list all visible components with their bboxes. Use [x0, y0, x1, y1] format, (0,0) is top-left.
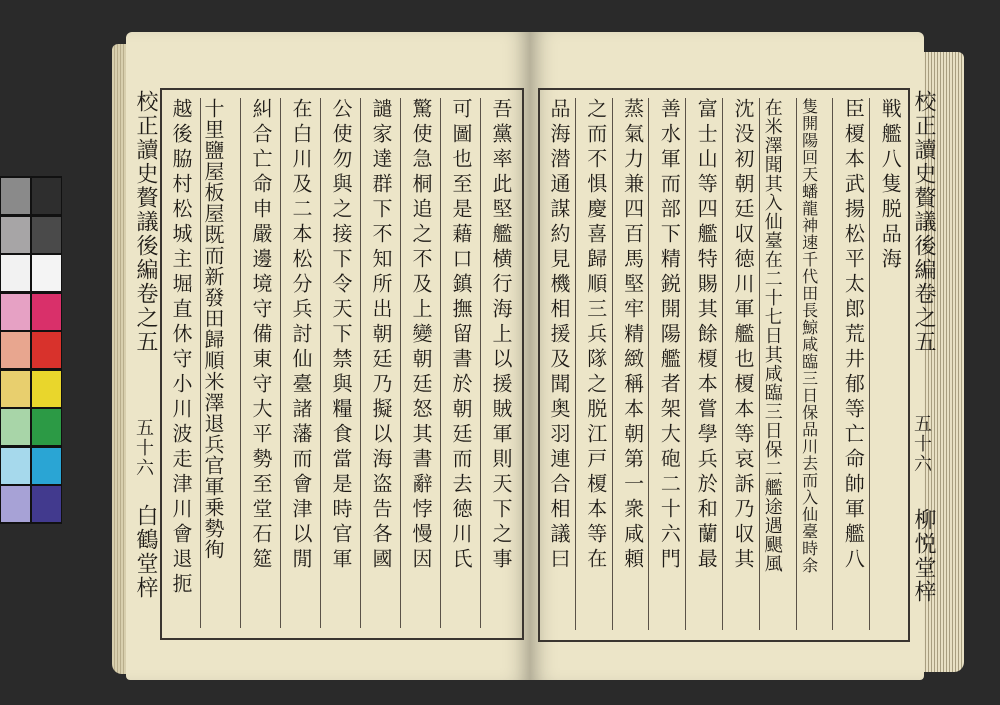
left_page-text-column: 十里鹽屋板屋既而新發田歸順米澤退兵官軍乗勢徇 — [201, 98, 225, 560]
color-swatch — [1, 486, 30, 522]
left-page-publisher: 白鶴堂梓 — [133, 504, 158, 600]
right_page-text-column: 臣榎本武揚松平太郎荒井郁等亡命帥軍艦八 — [841, 98, 866, 573]
left_page-text-column: 譴家達群下不知所出朝廷乃擬以海盗告各國 — [369, 98, 393, 573]
color-swatch — [32, 255, 61, 291]
color-swatch — [1, 332, 30, 368]
color-swatch — [32, 486, 61, 522]
right-page-header-title: 校正讀史贅議後編卷之五 — [911, 90, 936, 354]
column-rule — [360, 98, 361, 628]
left_page-text-column: 越後脇村松城主堀直休守小川波走津川會退扼 — [169, 98, 193, 598]
right_page-text-column: 隻開陽回天蟠龍神速千代田長鯨咸臨三日保品川去而入仙臺時余 — [799, 98, 819, 574]
color-swatch — [1, 409, 30, 445]
left-page-header-title: 校正讀史贅議後編卷之五 — [133, 90, 158, 354]
column-rule — [200, 98, 201, 628]
color-swatch — [32, 332, 61, 368]
right_page-text-column: 在米澤聞其入仙臺在二十七日其咸臨三日保二艦途遇颶風 — [761, 98, 783, 573]
color-swatch — [1, 294, 30, 330]
right_page-text-column: 善水軍而部下精鋭開陽艦者架大砲二十六門 — [657, 98, 682, 573]
left_page-text-column: 糾合亡命申嚴邊境守備東守大平勢至堂石筵 — [249, 98, 273, 573]
color-swatch — [1, 178, 30, 214]
left-page — [126, 32, 530, 680]
column-rule — [832, 98, 833, 630]
color-swatch — [32, 217, 61, 253]
right_page-text-column: 品海潜通謀約見機相援及聞奥羽連合相議曰 — [547, 98, 571, 573]
open-book — [112, 32, 964, 682]
column-rule — [240, 98, 241, 628]
right_page-text-column: 戦艦八隻脱品海 — [878, 98, 903, 273]
right-page — [530, 32, 936, 680]
right_page-text-column: 蒸氣力兼四百馬堅牢精緻稱本朝第一衆咸頼 — [620, 98, 645, 573]
left-page-folio: 五十六 — [133, 418, 154, 478]
right-page-publisher: 柳悦堂梓 — [911, 508, 936, 604]
column-rule — [796, 98, 797, 630]
left_page-text-column: 驚使急桐追之不及上變朝廷怒其書辭悖慢因 — [409, 98, 433, 573]
column-rule — [400, 98, 401, 628]
color-swatch — [32, 294, 61, 330]
left_page-text-column: 公使勿與之接下令天下禁與糧食當是時官軍 — [329, 98, 353, 573]
right_page-text-column: 沈没初朝廷収徳川軍艦也榎本等哀訴乃収其 — [731, 98, 755, 573]
column-rule — [440, 98, 441, 628]
right_page-text-column: 富士山等四艦特賜其餘榎本嘗學兵於和蘭最 — [694, 98, 719, 573]
column-rule — [320, 98, 321, 628]
color-swatch — [1, 371, 30, 407]
color-checker — [0, 176, 62, 524]
color-swatch — [1, 255, 30, 291]
color-swatch — [32, 448, 61, 484]
color-swatch — [1, 448, 30, 484]
color-swatch — [32, 178, 61, 214]
color-swatch — [32, 371, 61, 407]
right-page-folio: 五十六 — [911, 414, 932, 474]
color-swatch — [32, 409, 61, 445]
column-rule — [480, 98, 481, 628]
left_page-text-column: 吾黨率此堅艦横行海上以援賊軍則天下之事 — [489, 98, 513, 573]
left_page-text-column: 在白川及二本松分兵討仙臺諸藩而會津以閒 — [289, 98, 313, 573]
column-rule — [280, 98, 281, 628]
color-swatch — [1, 217, 30, 253]
left_page-text-column: 可圖也至是藉口鎮撫留書於朝廷而去徳川氏 — [449, 98, 473, 573]
right_page-text-column: 之而不惧慶喜歸順三兵隊之脱江戸榎本等在 — [583, 98, 608, 573]
